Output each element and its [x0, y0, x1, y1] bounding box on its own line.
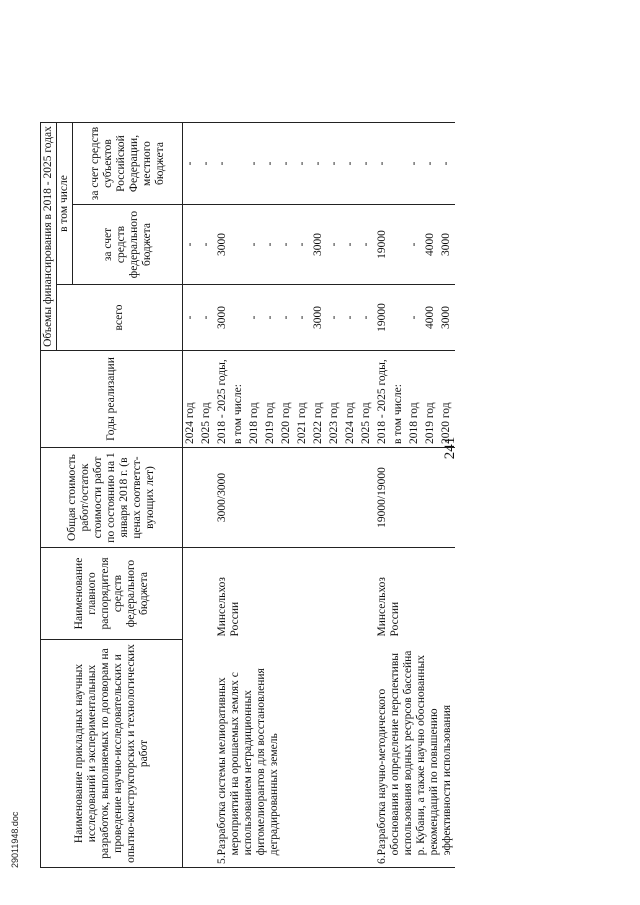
row-federal: -: [247, 205, 263, 285]
row-federal: -: [343, 205, 359, 285]
row-title: Разработка научно-методического обоснования и определение перспективы использования водных ресурсов бассейна р. Кубани, а также научно обоснованных рекомендаций по повышению эффективности использования: [376, 650, 453, 856]
row-regional: -: [423, 123, 439, 205]
row-name-cell: [215, 640, 375, 868]
row-total: -: [295, 285, 311, 351]
row-total: [231, 285, 247, 351]
row-total: 3000: [215, 285, 231, 351]
header-row-1: [41, 123, 57, 868]
row-regional: -: [343, 123, 359, 205]
row-title: Разработка системы мелиоративных мероприятий на орошаемых землях с использованием нетрадиционных фитомелиорантов для восстановления деградированных земель: [216, 668, 280, 856]
row-manager: Минсельхоз России: [215, 548, 375, 640]
row-regional: -: [263, 123, 279, 205]
row-total: -: [359, 285, 375, 351]
row-year: 2023 год: [327, 351, 343, 448]
row-total: -: [247, 285, 263, 351]
row-total: -: [327, 285, 343, 351]
row-federal: -: [359, 205, 375, 285]
row-year: 2020 год: [279, 351, 295, 448]
header-name: Наименование прикладных научных исследований и экспериментальных разработок, выполняемых по договорам на проведение научно-исследовательских и опытно-конструкторских и технологических работ: [41, 640, 183, 868]
row-regional: -: [215, 123, 231, 205]
row-cost: 3000/3000: [215, 448, 375, 548]
header-volume: Объемы финансирования в 2018 - 2025 годах: [41, 123, 57, 351]
row-name-cell: [183, 640, 216, 868]
rotated-page: [10, 23, 600, 868]
row-year: 2019 год: [263, 351, 279, 448]
row-federal: 4000: [423, 205, 439, 285]
row-total: -: [407, 285, 423, 351]
row-year: 2021 год: [295, 351, 311, 448]
row-total: 3000: [311, 285, 327, 351]
row-total: -: [199, 285, 215, 351]
row-federal: -: [407, 205, 423, 285]
row-year: 2019 год: [423, 351, 439, 448]
row-total: -: [279, 285, 295, 351]
row-year: 2022 год: [311, 351, 327, 448]
row-year: в том числе:: [231, 351, 247, 448]
row-total: -: [263, 285, 279, 351]
row-federal: 3000: [215, 205, 231, 285]
row-regional: -: [247, 123, 263, 205]
row-name-cell: [375, 640, 455, 868]
header-federal: за счет средств федерального бюджета: [73, 205, 183, 285]
row-federal: 3000: [439, 205, 455, 285]
row-total: -: [343, 285, 359, 351]
row-regional: -: [327, 123, 343, 205]
row-year: в том числе:: [391, 351, 407, 448]
row-regional: -: [311, 123, 327, 205]
table-row: [375, 123, 391, 868]
row-total: [391, 285, 407, 351]
row-regional: -: [183, 123, 200, 205]
table-row: [215, 123, 231, 868]
row-federal: [231, 205, 247, 285]
row-regional: -: [295, 123, 311, 205]
row-federal: -: [199, 205, 215, 285]
row-federal: -: [279, 205, 295, 285]
row-regional: [231, 123, 247, 205]
row-total: -: [183, 285, 200, 351]
row-year: 2025 год: [199, 351, 215, 448]
row-federal: 19000: [375, 205, 391, 285]
header-regional: за счет средств субъектов Российской Федерации, местного бюджета: [73, 123, 183, 205]
row-federal: -: [327, 205, 343, 285]
row-year: 2018 год: [247, 351, 263, 448]
row-year: 2020 год: [439, 351, 455, 448]
row-total: 4000: [423, 285, 439, 351]
row-total: 3000: [439, 285, 455, 351]
row-year: 2024 год: [343, 351, 359, 448]
row-total: 19000: [375, 285, 391, 351]
table-body: [41, 123, 456, 868]
row-regional: -: [439, 123, 455, 205]
row-manager: [183, 548, 216, 640]
row-regional: -: [359, 123, 375, 205]
row-regional: -: [407, 123, 423, 205]
row-federal: -: [295, 205, 311, 285]
row-cost: 19000/19000: [375, 448, 455, 548]
row-federal: -: [263, 205, 279, 285]
row-manager: Минсельхоз России: [375, 548, 455, 640]
page-number: 241: [442, 436, 458, 460]
row-regional: -: [199, 123, 215, 205]
row-year: 2024 год: [183, 351, 200, 448]
row-federal: [391, 205, 407, 285]
row-regional: -: [375, 123, 391, 205]
row-federal: -: [183, 205, 200, 285]
row-number: 6.: [376, 855, 388, 864]
row-year: 2018 год: [407, 351, 423, 448]
row-regional: -: [279, 123, 295, 205]
header-manager: Наименование главного распорядителя средств федерального бюджета: [41, 548, 183, 640]
row-year: 2025 год: [359, 351, 375, 448]
doc-code: 29011948.doc: [10, 811, 20, 868]
row-year: 2018 - 2025 годы,: [215, 351, 231, 448]
header-years: Годы реализации: [41, 351, 183, 448]
header-total: всего: [57, 285, 183, 351]
row-federal: 3000: [311, 205, 327, 285]
row-regional: [391, 123, 407, 205]
funding-table: [40, 122, 455, 868]
header-cost: Общая стоимость работ/остаток стоимости работ по состоянию на 1 января 2018 г. (в ценах соответст-вующих лет): [41, 448, 183, 548]
row-number: 5.: [216, 855, 228, 864]
header-incl: в том числе: [57, 123, 73, 285]
row-cost: [183, 448, 216, 548]
row-year: 2018 - 2025 годы,: [375, 351, 391, 448]
table-row: [183, 123, 200, 868]
